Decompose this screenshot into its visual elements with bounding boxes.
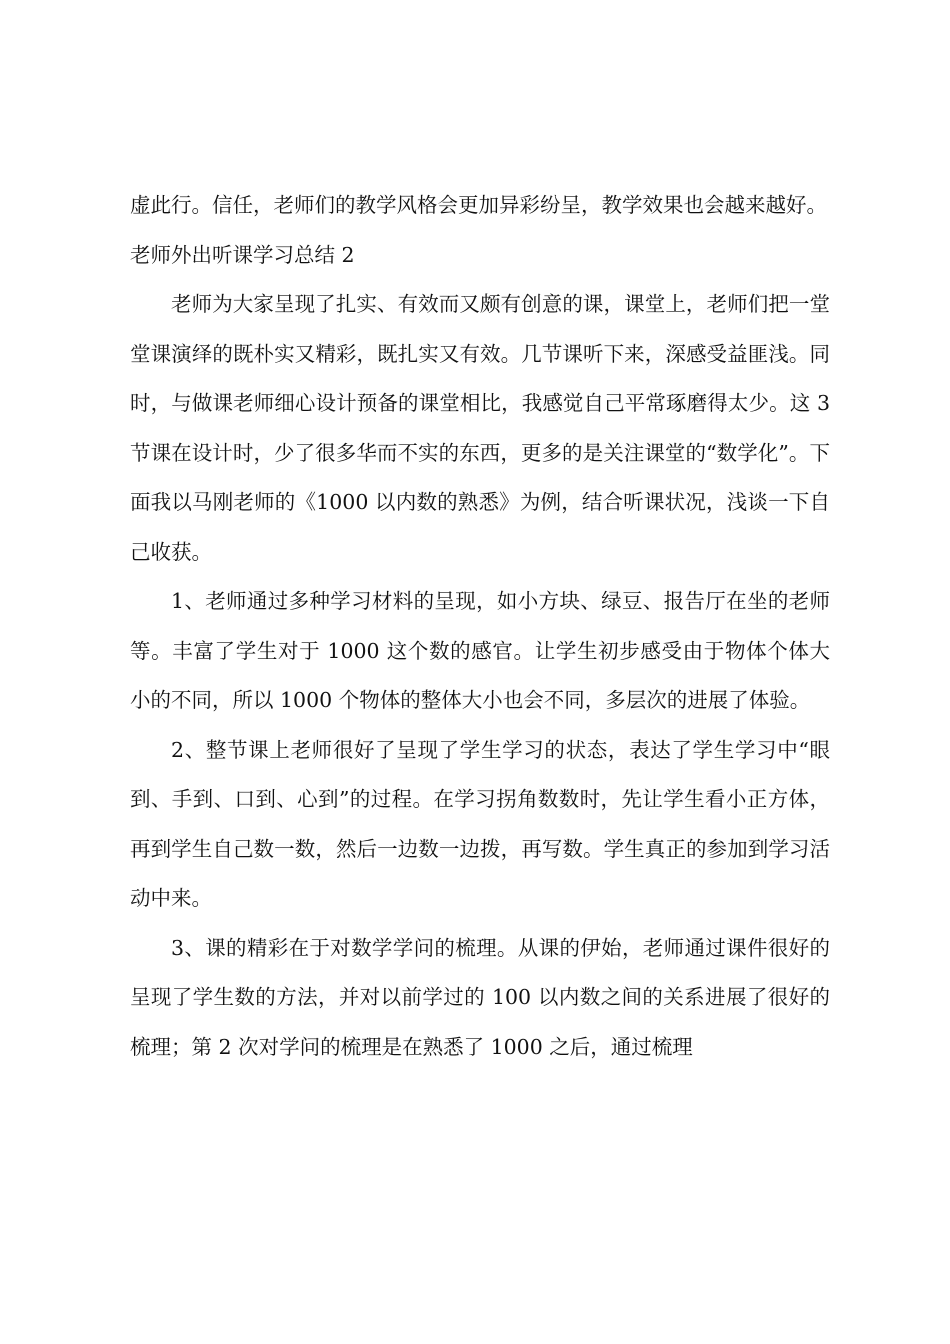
paragraph-continuation: 虚此行。信任，老师们的教学风格会更加异彩纷呈，教学效果也会越来越好。 — [130, 193, 827, 217]
document-body — [130, 181, 830, 1072]
paragraph-point-2: 2、整节课上老师很好了呈现了学生学习的状态，表达了学生学习中“眼到、手到、口到、心到”的过程。在学习拐角数数时，先让学生看小正方体，再到学生自己数一数，然后一边数一边拨，再写数。学生真正的参加到学习活动中来。 — [130, 737, 830, 910]
paragraph-intro: 老师为大家呈现了扎实、有效而又颇有创意的课，课堂上，老师们把一堂堂课演绎的既朴实又精彩，既扎实又有效。几节课听下来，深感受益匪浅。同时，与做课老师细心设计预备的课堂相比，我感觉自己平常琢磨得太少。这 3 节课在设计时，少了很多华而不实的东西，更多的是关注课堂的“数学化”。下面我以马刚老师的《1000 以内数的熟悉》为例，结合听课状况，浅谈一下自己收获。 — [130, 292, 830, 564]
paragraph-point-3: 3、课的精彩在于对数学学问的梳理。从课的伊始，老师通过课件很好的呈现了学生数的方法，并对以前学过的 100 以内数之间的关系进展了很好的梳理；第 2 次对学问的梳理是在熟悉了 1000 之后，通过梳理 — [130, 935, 830, 1059]
paragraph-point-1: 1、老师通过多种学习材料的呈现，如小方块、绿豆、报告厅在坐的老师等。丰富了学生对于 1000 这个数的感官。让学生初步感受由于物体个体大小的不同，所以 1000 个物体的整体大小也会不同，多层次的进展了体验。 — [130, 589, 830, 712]
section-heading: 老师外出听课学习总结 2 — [130, 242, 355, 267]
